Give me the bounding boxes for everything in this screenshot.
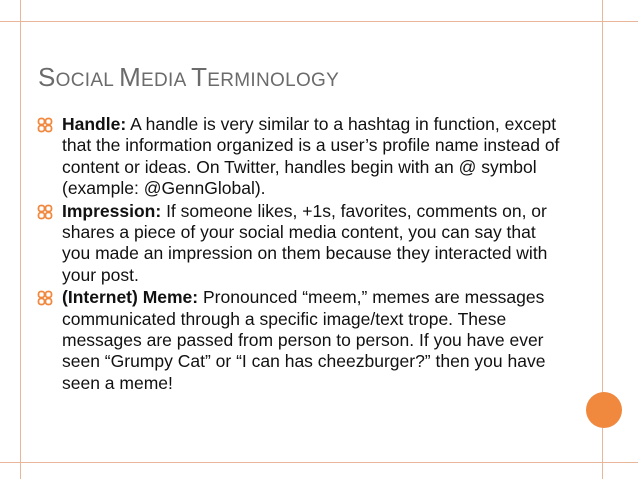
title-rest: OCIAL — [55, 70, 120, 91]
term-label: (Internet) Meme: — [62, 287, 199, 308]
frame-line-left — [20, 0, 21, 479]
title-initial: M — [119, 62, 142, 92]
bullet-item-meme — [36, 287, 566, 394]
pinwheel-bullet-icon — [37, 117, 53, 133]
bullet-list — [36, 114, 566, 394]
bullet-item-handle — [36, 114, 566, 200]
bullet-item-impression — [36, 201, 566, 287]
term-definition: If someone likes, +1s, favorites, comments on, or shares a piece of your social media content, you can say that you made an impression on them because they interacted with your post. — [62, 200, 548, 285]
slide-title — [38, 62, 339, 96]
pinwheel-bullet-icon — [37, 204, 53, 220]
term-label: Handle: — [62, 114, 127, 134]
term-definition: A handle is very similar to a hashtag in function, except that the information organized is a user’s profile name instead of content or ideas. On Twitter, handles begin with an @ symbol (example: @GennGlobal). — [62, 114, 560, 199]
term-label: Impression: — [62, 200, 162, 221]
title-initial: T — [191, 62, 208, 92]
accent-circle — [586, 392, 622, 428]
pinwheel-bullet-icon — [37, 290, 53, 306]
frame-line-top — [0, 21, 638, 22]
term-definition: Pronounced “meem,” memes are messages communicated through a specific image/text trope. These messages are passed from person to person. If you have ever seen “Grumpy Cat” or “I can has cheezburger?” then you have seen a meme! — [62, 287, 546, 393]
title-initial: S — [38, 62, 56, 92]
frame-line-bottom — [0, 462, 638, 463]
title-rest: EDIA — [141, 70, 192, 91]
title-rest: ERMINOLOGY — [207, 70, 340, 91]
